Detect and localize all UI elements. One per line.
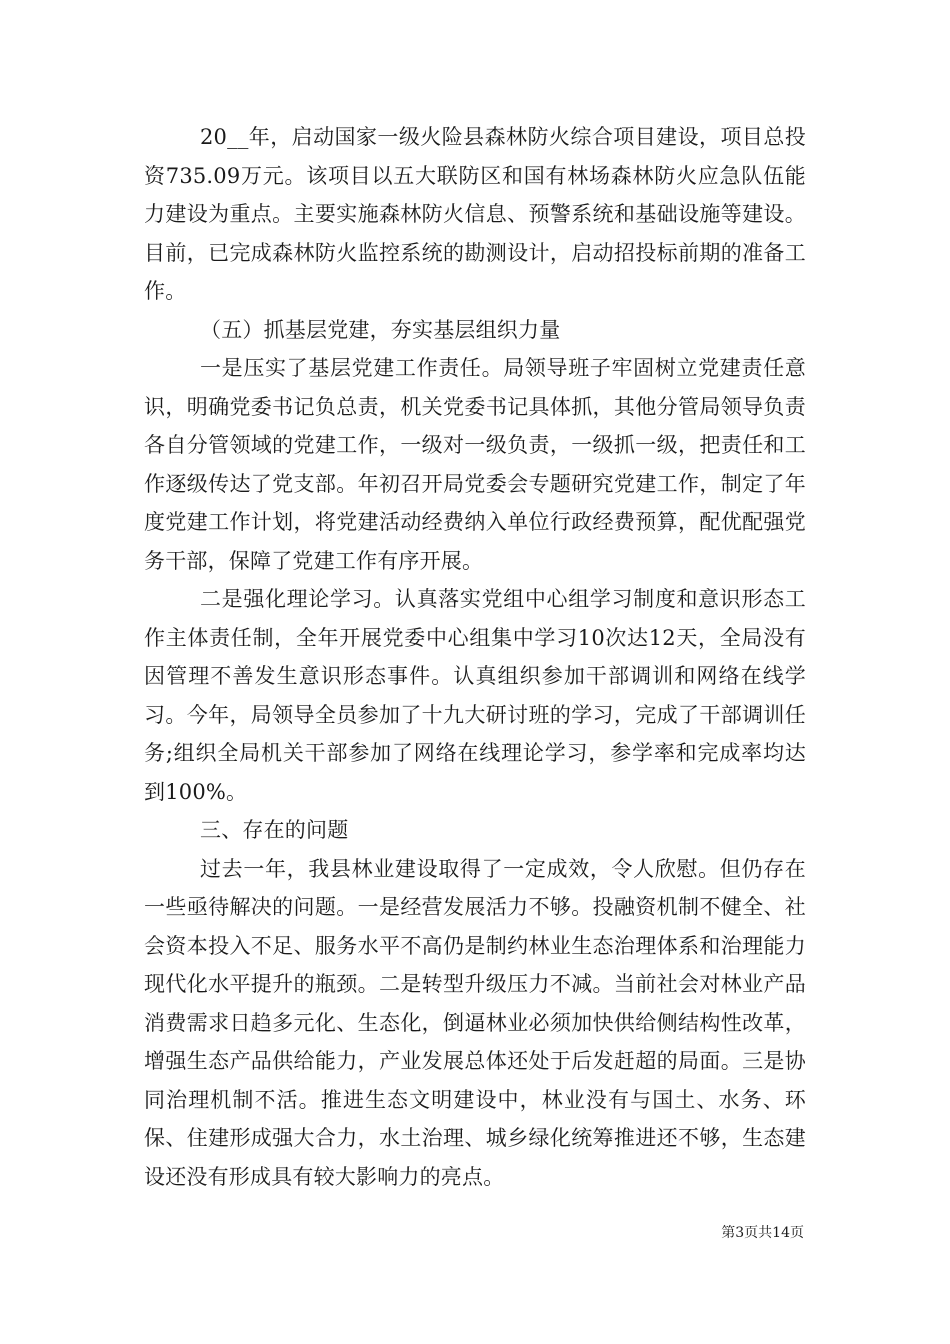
paragraph-problems: 过去一年，我县林业建设取得了一定成效，令人欣慰。但仍存在一些亟待解决的问题。一是经营发展活力不够。投融资机制不健全、社会资本投入不足、服务水平不高仍是制约林业生态治理体系和治理能力现代化水平提升的瓶颈。二是转型升级压力不减。当前社会对林业产品消费需求日趋多元化、生态化，倒逼林业必须加快供给侧结构性改革，增强生态产品供给能力，产业发展总体还处于后发赶超的局面。三是协同治理机制不活。推进生态文明建设中，林业没有与国土、水务、环保、住建形成强大合力，水土治理、城乡绿化统筹推进还不够，生态建设还没有形成具有较大影响力的亮点。 xyxy=(144,856,806,1189)
paragraph-forest-fire-project: 20__年，启动国家一级火险县森林防火综合项目建设，项目总投资735.09万元。该项目以五大联防区和国有林场森林防火应急队伍能力建设为重点。主要实施森林防火信息、预警系统和基础设施等建设。目前，已完成森林防火监控系统的勘测设计，启动招投标前期的准备工作。 xyxy=(144,125,806,303)
paragraph-theory-study: 二是强化理论学习。认真落实党组中心组学习制度和意识形态工作主体责任制，全年开展党委中心组集中学习10次达12天，全局没有因管理不善发生意识形态事件。认真组织参加干部调训和网络在线学习。今年，局领导全员参加了十九大研讨班的学习，完成了干部调训任务;组织全局机关干部参加了网络在线理论学习，参学率和完成率均达到100%。 xyxy=(144,587,806,804)
page-number-footer: 第3页共14页 xyxy=(721,1225,804,1241)
document-body xyxy=(144,118,806,1196)
paragraph-party-responsibility: 一是压实了基层党建工作责任。局领导班子牢固树立党建责任意识，明确党委书记负总责，机关党委书记具体抓，其他分管局领导负责各自分管领域的党建工作，一级对一级负责，一级抓一级，把责任和工作逐级传达了党支部。年初召开局党委会专题研究党建工作，制定了年度党建工作计划，将党建活动经费纳入单位行政经费预算，配优配强党务干部，保障了党建工作有序开展。 xyxy=(144,356,806,573)
section-heading-problems: 三、存在的问题 xyxy=(200,818,349,842)
section-heading-party-building: （五）抓基层党建，夯实基层组织力量 xyxy=(200,317,561,342)
